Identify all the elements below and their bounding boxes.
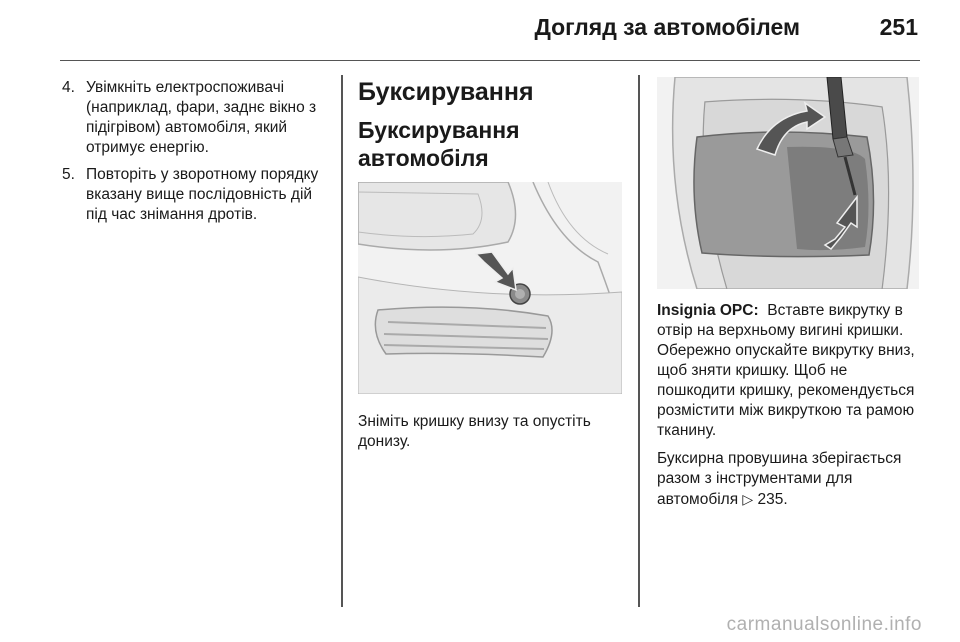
reference-page[interactable]: 235. <box>757 491 788 508</box>
figure-caption: Зніміть кришку внизу та опустіть донизу. <box>358 413 591 450</box>
storage-text: Буксирна провушина зберігається разом з інструментами для автомобіля <box>657 450 902 508</box>
step-text: Повторіть у зворотному порядку вказану вище послідовність дій під час знімання дротів. <box>86 166 319 223</box>
section-subheading: Буксирування автомобіля <box>358 117 520 171</box>
storage-note <box>657 449 922 510</box>
opc-instruction-text: Вставте викрутку в отвір на верхньому вигині кришки. Обережно опускайте викрутку вниз, щоб зняти кришку. Щоб не пошкодити кришку, рекомендується розмістити між викруткою та рамою тканину. <box>657 302 915 439</box>
list-item <box>62 78 332 158</box>
model-label: Insignia OPC: <box>657 302 759 319</box>
column-divider-right <box>638 75 640 607</box>
middle-column <box>358 78 626 460</box>
step-number: 5. <box>62 166 75 183</box>
column-divider-left <box>341 75 343 607</box>
reference-arrow-icon[interactable]: ▷ <box>742 491 754 507</box>
page-number: 251 <box>879 14 918 40</box>
section-heading: Буксирування <box>358 78 534 106</box>
header-title: Догляд за автомобілем <box>534 14 800 40</box>
bumper-cover-illustration <box>358 182 622 394</box>
step-number: 4. <box>62 79 75 96</box>
watermark: carmanualsonline.info <box>726 614 922 635</box>
page-header <box>60 0 920 61</box>
right-column <box>657 78 922 518</box>
left-column <box>62 78 332 232</box>
step-text: Увімкніть електроспоживачі (наприклад, фари, заднє вікно з підігрівом) автомобіля, який отримує енергію. <box>86 79 317 156</box>
opc-cover-illustration <box>657 77 919 289</box>
list-item <box>62 165 332 225</box>
opc-instruction <box>657 301 922 441</box>
